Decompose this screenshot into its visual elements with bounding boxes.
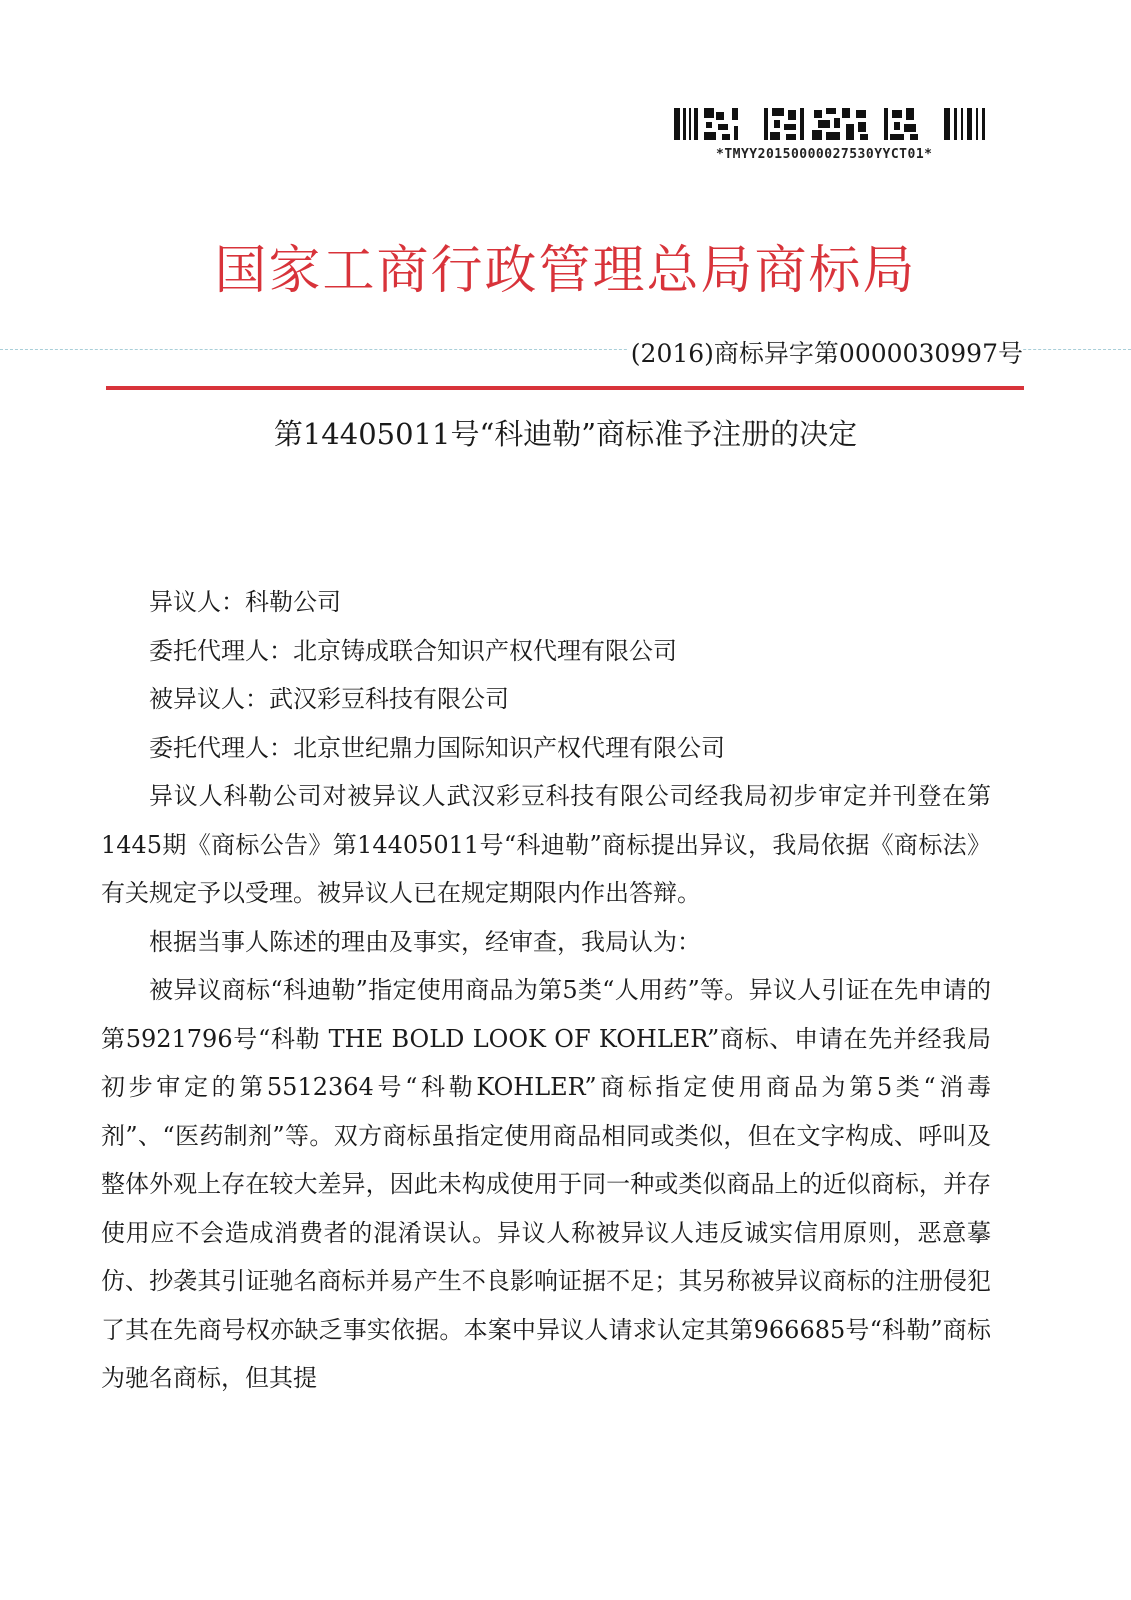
respondent-line: 被异议人：武汉彩豆科技有限公司 (149, 685, 509, 713)
barcode-number: *TMYY20150000027530YYCT01* (716, 147, 933, 162)
document-number: (2016)商标异字第0000030997号 (627, 334, 1023, 370)
respondent-agent-line: 委托代理人：北京世纪鼎力国际知识产权代理有限公司 (149, 733, 725, 762)
paragraph: 异议人科勒公司对被异议人武汉彩豆科技有限公司经我局初步审定并刊登在第1445期《商标公告》第14405011号“科迪勒”商标提出异议，我局依据《商标法》有关规定予以受理。被异议人已在规定期限内作出答辩。 (101, 782, 991, 907)
opponent-line: 异议人：科勒公司 (149, 588, 341, 616)
opponent-agent-line: 委托代理人：北京铸成联合知识产权代理有限公司 (149, 636, 677, 665)
paragraph: 被异议商标“科迪勒”指定使用商品为第5类“人用药”等。异议人引证在先申请的第5921796号“科勒 THE BOLD LOOK OF KOHLER”商标、申请在先并经我局初步审定的第5512364号“科勒KOHLER”商标指定使用商品为第5类“消毒剂”、“医药制剂”等。双方商标虽指定使用商品相同或类似，但在文字构成、呼叫及整体外观上存在较大差异，因此未构成使用于同一种或类似商品上的近似商标，并存使用应不会造成消费者的混淆误认。异议人称被异议人违反诚实信用原则，恶意摹仿、抄袭其引证驰名商标并易产生不良影响证据不足；其另称被异议商标的注册侵犯了其在先商号权亦缺乏事实依据。本案中异议人请求认定其第966685号“科勒”商标为驰名商标，但其提 (101, 976, 991, 1392)
barcode (674, 106, 994, 142)
document-title: 第14405011号“科迪勒”商标准予注册的决定 (273, 417, 858, 451)
paragraph: 根据当事人陈述的理由及事实，经审查，我局认为： (149, 927, 701, 956)
issuing-authority: 国家工商行政管理总局商标局 (214, 241, 917, 301)
document-body (101, 578, 991, 1403)
red-divider (106, 386, 1024, 390)
